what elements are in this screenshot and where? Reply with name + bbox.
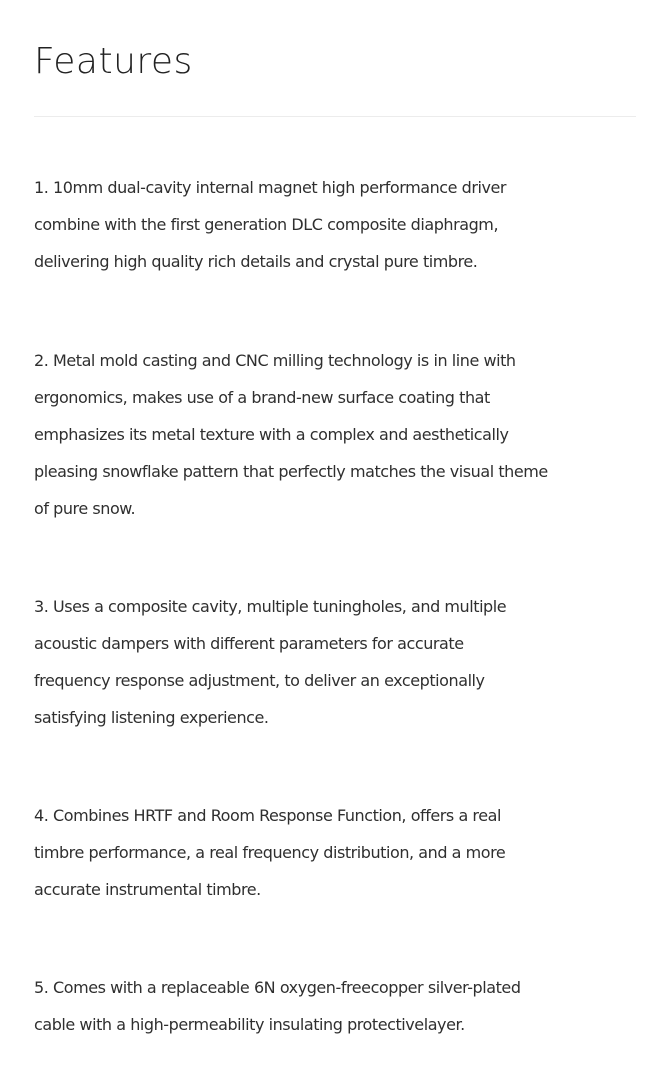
feature-item-5: 5. Comes with a replaceable 6N oxygen-freecopper silver-plated cable with a high-permeability insulating protectivelayer. <box>34 978 521 1034</box>
page-title: Features <box>34 41 193 82</box>
feature-item-1: 1. 10mm dual-cavity internal magnet high performance driver combine with the first generation DLC composite diaphragm, delivering high quality rich details and crystal pure timbre. <box>34 178 507 271</box>
feature-item-3: 3. Uses a composite cavity, multiple tuningholes, and multiple acoustic dampers with different parameters for accurate frequency response adjustment, to deliver an exceptionally satisfying listening experience. <box>34 597 507 727</box>
title-divider <box>34 116 636 117</box>
feature-item-2: 2. Metal mold casting and CNC milling technology is in line with ergonomics, makes use of a brand-new surface coating that emphasizes its metal texture with a complex and aesthetically pleasing snowflake pattern that perfectly matches the visual theme of pure snow. <box>34 351 548 518</box>
feature-item-4: 4. Combines HRTF and Room Response Function, offers a real timbre performance, a real frequency distribution, and a more accurate instrumental timbre. <box>34 806 506 899</box>
